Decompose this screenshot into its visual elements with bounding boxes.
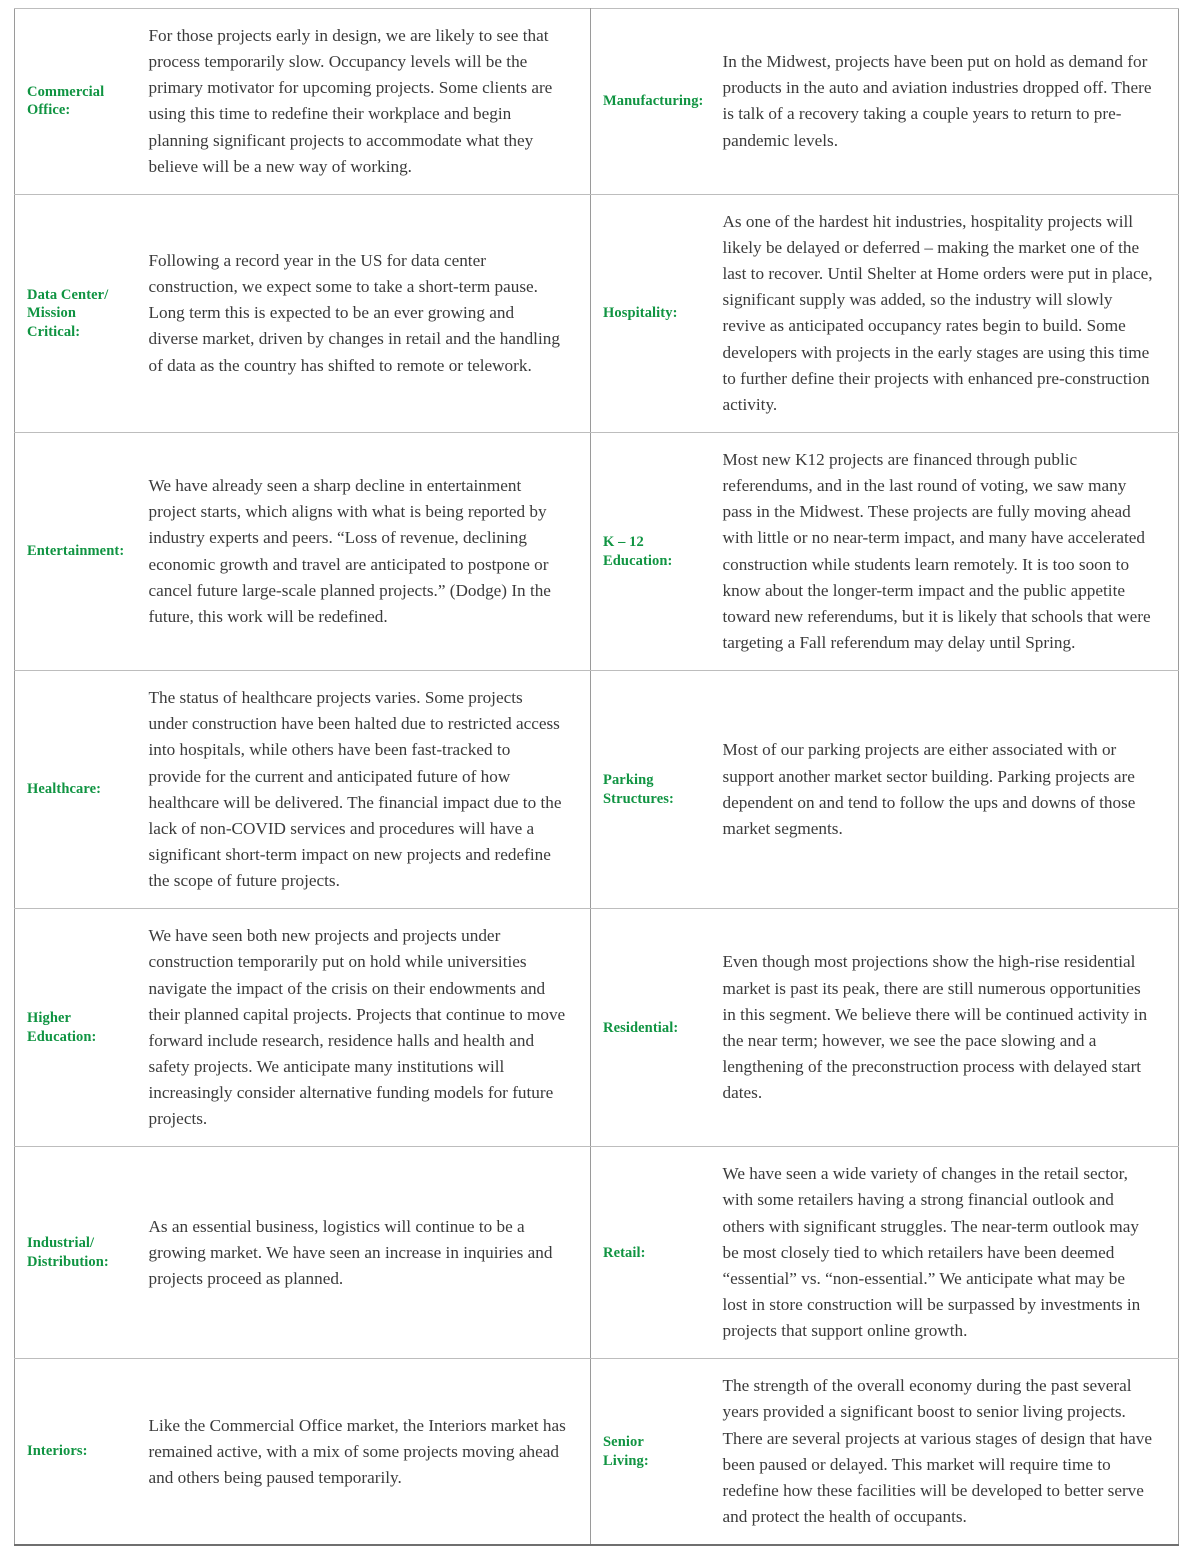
table-row [15,1359,1179,1545]
sector-text-data-center: Following a record year in the US for data center construction, we expect some to take a short-term pause. Long term this is expected to be an ever growing and diverse market, driven by changes in retail and the handling of data as the country has shifted to remote or telework. [148,251,560,375]
sector-text-higher-education: We have seen both new projects and projects under construction temporarily put on hold while universities navigate the impact of the crisis on their endowments and their planned capital projects. Projects that continue to move forward include research, residence halls and health and safety projects. We anticipate many institutions will increasingly consider alternative funding models for future projects. [148,926,566,1129]
sector-text-senior-living: The strength of the overall economy during the past several years provided a significant boost to senior living projects. There are several projects at various stages of design that have been paused or delayed. This market will require time to redefine how these facilities will be developed to better serve and protect the health of occupants. [722,1376,1153,1527]
sector-text-cell-retail [713,1147,1179,1359]
sector-label-cell-industrial-distribution [15,1147,139,1359]
sector-label-cell-data-center [15,194,139,432]
sector-text-cell-residential [713,909,1179,1147]
sector-label-residential: Residential: [603,1019,679,1036]
sector-label-senior-living: Senior Living: [603,1434,649,1469]
sector-label-cell-entertainment [15,432,139,670]
sector-label-cell-parking-structures [591,671,713,909]
sector-label-parking-structures: Parking Structures: [603,772,674,807]
sector-text-interiors: Like the Commercial Office market, the Interiors market has remained active, with a mix of some projects moving ahead and others being paused temporarily. [148,1415,566,1487]
sector-text-cell-data-center [139,194,591,432]
market-sector-outlook-table [14,8,1178,1546]
table-row [15,1147,1179,1359]
sector-label-cell-interiors [15,1359,139,1545]
sector-label-data-center: Data Center/ Mission Critical: [27,286,109,340]
sector-label-hospitality: Hospitality: [603,305,678,322]
sector-label-commercial-office: Commercial Office: [27,83,105,119]
sector-label-industrial-distribution: Industrial/ Distribution: [27,1235,109,1270]
sector-text-hospitality: As one of the hardest hit industries, hospitality projects will likely be delayed or deferred – making the market one of the last to recover. Until Shelter at Home orders were put in place, significant supply was added, so the industry will slowly revive as anticipated occupancy rates begin to build. Some developers with projects in the early stages are using this time to further define their projects with enhanced pre-construction activity. [722,211,1153,414]
table-row [15,432,1179,670]
sector-text-cell-commercial-office [139,9,591,195]
sector-text-cell-hospitality [713,194,1179,432]
sector-label-k12-education: K – 12 Education: [603,533,673,569]
sector-text-healthcare: The status of healthcare projects varies. Some projects under construction have been halted due to restricted access into hospitals, while others have been fast-tracked to provide for the current and anticipated future of how healthcare will be delivered. The financial impact due to the lack of non-COVID services and procedures will have a significant short-term impact on new projects and redefine the scope of future projects. [148,688,562,891]
sector-text-residential: Even though most projections show the high-rise residential market is past its peak, there are still numerous opportunities in this segment. We believe there will be continued activity in the near term; however, we see the pace slowing and a lengthening of the preconstruction process with delayed start dates. [722,952,1148,1103]
sector-text-cell-industrial-distribution [139,1147,591,1359]
table-row [15,194,1179,432]
table-row [15,909,1179,1147]
sector-text-manufacturing: In the Midwest, projects have been put on hold as demand for products in the auto and aviation industries dropped off. There is talk of a recovery taking a couple years to return to pre-pandemic levels. [722,52,1152,150]
table-row [15,671,1179,909]
sector-label-cell-hospitality [591,194,713,432]
sector-text-cell-higher-education [139,909,591,1147]
sector-label-interiors: Interiors: [27,1443,88,1460]
sector-label-healthcare: Healthcare: [27,781,102,798]
sector-label-cell-retail [591,1147,713,1359]
sector-text-cell-entertainment [139,432,591,670]
sector-label-cell-manufacturing [591,9,713,195]
sector-text-cell-interiors [139,1359,591,1545]
sector-label-cell-k12-education [591,432,713,670]
sector-label-entertainment: Entertainment: [27,543,125,560]
sector-text-cell-senior-living [713,1359,1179,1545]
sector-label-higher-education: Higher Education: [27,1010,97,1045]
sector-label-retail: Retail: [603,1244,646,1261]
sector-text-cell-manufacturing [713,9,1179,195]
sector-text-cell-parking-structures [713,671,1179,909]
sector-text-commercial-office: For those projects early in design, we are likely to see that process temporarily slow. Occupancy levels will be the primary motivator for upcoming projects. Some clients are using this time to redefine their workplace and begin planning significant projects to accommodate what they believe will be a new way of working. [148,26,553,176]
sector-table [14,8,1179,1546]
sector-label-cell-commercial-office [15,9,139,195]
sector-text-retail: We have seen a wide variety of changes in the retail sector, with some retailers having a strong financial outlook and others with significant struggles. The near-term outlook may be most closely tied to which retailers have been deemed “essential” vs. “non-essential.” We anticipate what may be lost in store construction will be surpassed by investments in projects that support online growth. [722,1164,1141,1341]
sector-text-cell-k12-education [713,432,1179,670]
sector-text-industrial-distribution: As an essential business, logistics will continue to be a growing market. We have seen an increase in inquiries and projects proceed as planned. [148,1216,553,1288]
sector-label-cell-senior-living [591,1359,713,1545]
sector-text-parking-structures: Most of our parking projects are either associated with or support another market sector building. Parking projects are dependent on and tend to follow the ups and downs of those market segments. [722,740,1136,838]
sector-text-k12-education: Most new K12 projects are financed through public referendums, and in the last round of voting, we saw many pass in the Midwest. These projects are fully moving ahead with little or no near-term impact, and many have accelerated construction while students learn remotely. It is too soon to know about the longer-term impact and the public appetite toward new referendums, but it is likely that schools that were targeting a Fall referendum may delay until Spring. [722,449,1151,652]
sector-text-entertainment: We have already seen a sharp decline in entertainment project starts, which aligns with what is being reported by industry experts and peers. “Loss of revenue, declining economic growth and travel are anticipated to postpone or cancel future large-scale planned projects.” (Dodge) In the future, this work will be redefined. [148,476,551,626]
table-row [15,9,1179,195]
sector-label-manufacturing: Manufacturing: [603,93,704,110]
sector-label-cell-healthcare [15,671,139,909]
sector-text-cell-healthcare [139,671,591,909]
sector-label-cell-residential [591,909,713,1147]
sector-label-cell-higher-education [15,909,139,1147]
